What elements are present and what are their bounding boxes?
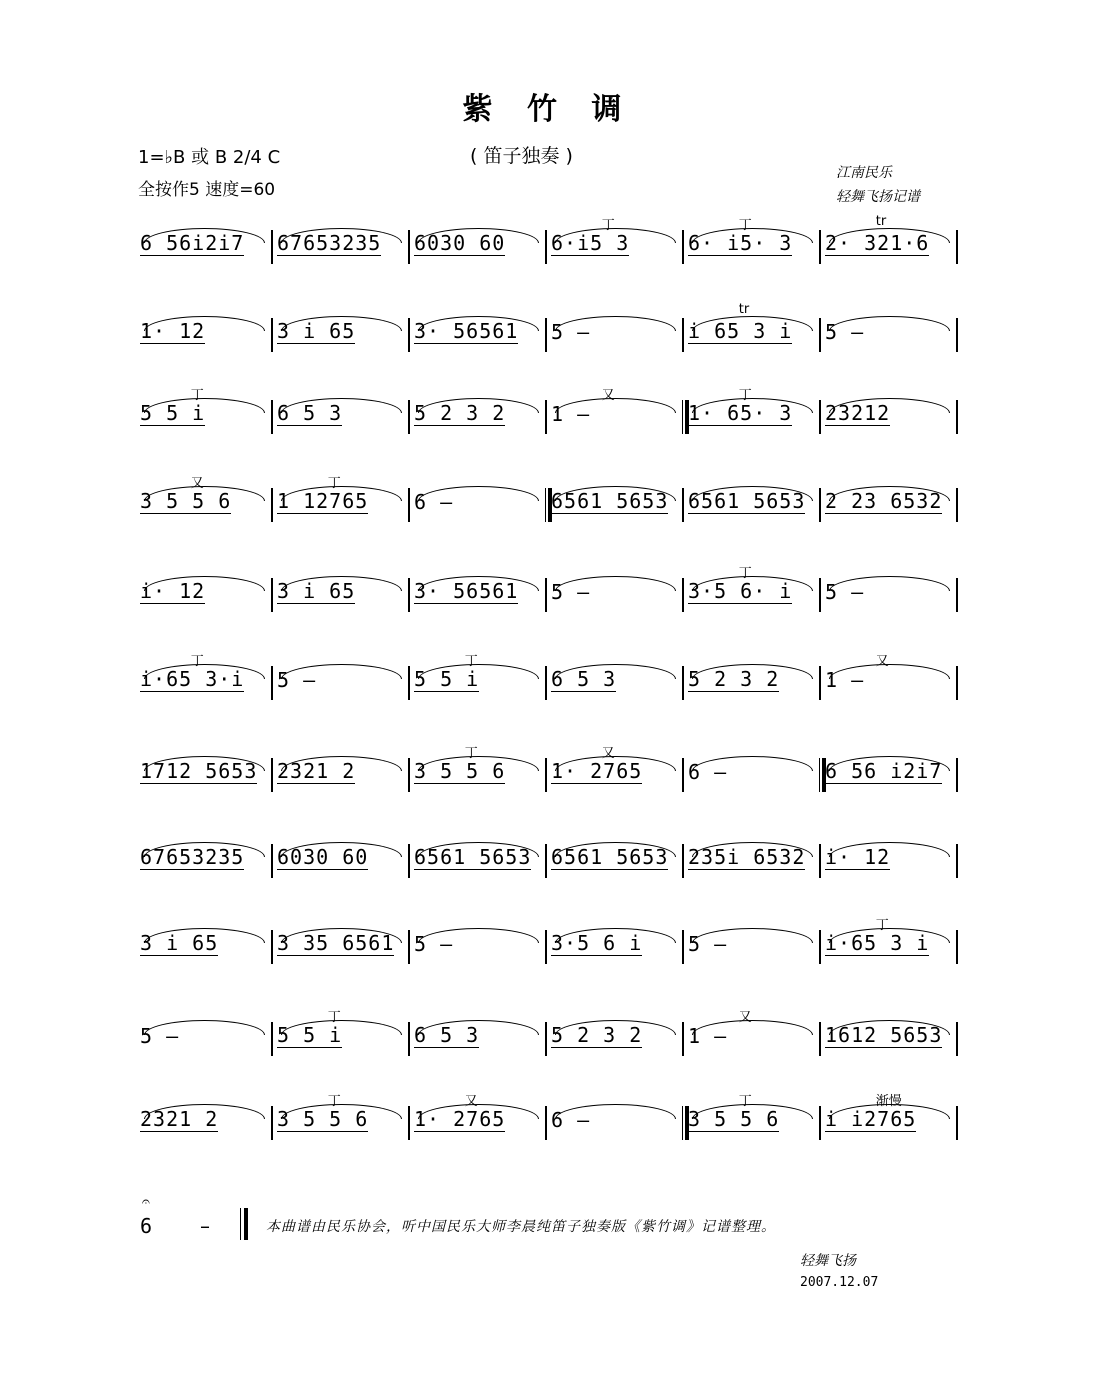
measure (684, 388, 821, 438)
measure (410, 1020, 547, 1060)
measure-notes: 1· 2765 (414, 1107, 506, 1131)
final-dash: – (200, 1214, 210, 1238)
measure (136, 842, 273, 882)
barline (956, 930, 958, 964)
measure (684, 218, 821, 268)
measure (410, 316, 547, 356)
fermata-icon: 𝄐 (142, 1194, 150, 1210)
measure-notes: 67653235 (277, 231, 382, 255)
measure (410, 228, 547, 268)
measure-notes: 6561 5653 (414, 845, 532, 869)
measure (821, 398, 958, 438)
measure-notes: 3 5 5 6 (277, 1107, 369, 1131)
measure-notes: 5 – (277, 668, 317, 692)
measure-notes: 6 5 3 (277, 401, 343, 425)
measure-notes: 3· 56561 (414, 579, 519, 603)
technique-mark: 丁 (738, 1094, 752, 1109)
measure-notes: 5 2 3 2 (551, 1023, 643, 1047)
measure (136, 654, 273, 704)
measure (273, 316, 410, 356)
measure (547, 576, 684, 616)
barline (956, 318, 958, 352)
measure-notes: 67653235 (140, 845, 245, 869)
measure (410, 746, 547, 796)
measure-notes: 6030 60 (277, 845, 369, 869)
origin-label: 江南民乐 (836, 165, 892, 181)
measure (410, 928, 547, 968)
measure (136, 576, 273, 616)
staff-line (136, 388, 958, 454)
measure-notes: 3 i 65 (140, 931, 219, 955)
technique-mark: 又 (601, 746, 615, 761)
measure (821, 654, 958, 704)
tempo-marking: 全按作5 速度=60 (138, 180, 276, 200)
measure (547, 388, 684, 438)
measure-notes: 2· 321·6 (825, 231, 930, 255)
measure (821, 316, 958, 356)
measure (273, 756, 410, 796)
measure-notes: 5 – (688, 932, 728, 956)
barline (956, 578, 958, 612)
measure (547, 842, 684, 882)
date: 2007.12.07 (800, 1275, 879, 1290)
measure-notes: 235i 6532 (688, 845, 806, 869)
technique-mark: 又 (601, 388, 615, 403)
final-barline (240, 1208, 248, 1240)
measure-notes: 3 i 65 (277, 319, 356, 343)
measure-notes: i·65 3 i (825, 931, 930, 955)
measure (547, 664, 684, 704)
measure-notes: 5 – (551, 320, 591, 344)
measure (273, 842, 410, 882)
technique-mark: 渐慢 (875, 1094, 902, 1109)
staff-line (136, 566, 958, 632)
measure (273, 1094, 410, 1144)
technique-mark: 丁 (738, 388, 752, 403)
technique-mark: 丁 (738, 566, 752, 581)
final-note: 6 (140, 1214, 153, 1238)
measure-notes: 6561 5653 (551, 489, 669, 513)
measure-notes: 6 56i2i7 (140, 231, 245, 255)
staff-line (136, 302, 958, 372)
measure-notes: 6030 60 (414, 231, 506, 255)
measure-notes: 1 – (825, 668, 865, 692)
technique-mark: 丁 (738, 218, 752, 233)
measure-notes: 6 56 i2i7 (825, 759, 943, 783)
measure-notes: 2321 2 (140, 1107, 219, 1131)
measure-notes: 6561 5653 (551, 845, 669, 869)
measure (410, 654, 547, 704)
measure (684, 302, 821, 356)
measure (684, 664, 821, 704)
technique-mark: 又 (875, 654, 889, 669)
staff-line (136, 654, 958, 720)
technique-mark: 丁 (464, 654, 478, 669)
measure (684, 756, 821, 796)
measure (547, 1104, 684, 1144)
measure (136, 388, 273, 438)
measure-notes: 5 – (414, 932, 454, 956)
measure-notes: 5 – (825, 320, 865, 344)
barline (956, 1022, 958, 1056)
measure (136, 928, 273, 968)
measure-notes: 3·5 6· i (688, 579, 793, 603)
barline (956, 1106, 958, 1140)
measure (547, 746, 684, 796)
measure-notes: 6 – (688, 760, 728, 784)
measure-notes: 5 5 i (277, 1023, 343, 1047)
staff-line (136, 1094, 958, 1160)
measure-notes: 1612 5653 (825, 1023, 943, 1047)
key-signature: 1=♭B 或 B 2/4 C (138, 147, 281, 168)
technique-mark: 丁 (875, 918, 889, 933)
measure (684, 1094, 821, 1144)
signature: 轻舞飞扬 (800, 1253, 856, 1269)
measure-notes: 5 5 i (414, 667, 480, 691)
measure-notes: 2321 2 (277, 759, 356, 783)
measure-notes: i·65 3·i (140, 667, 245, 691)
measure (821, 756, 958, 796)
measure (273, 664, 410, 704)
technique-mark: tr (875, 214, 887, 229)
measure-notes: 3 5 5 6 (688, 1107, 780, 1131)
measure-notes: 3· 56561 (414, 319, 519, 343)
staff-line (136, 1010, 958, 1076)
measure-notes: i i2765 (825, 1107, 917, 1131)
measure (684, 566, 821, 616)
measure-notes: 6 – (414, 490, 454, 514)
measure (821, 842, 958, 882)
measure-notes: 3·5 6 i (551, 931, 643, 955)
technique-mark: 丁 (327, 476, 341, 491)
measure (273, 228, 410, 268)
measure (547, 486, 684, 526)
barline (956, 400, 958, 434)
staff-line (136, 918, 958, 984)
measure (684, 842, 821, 882)
measure-notes: 5 – (825, 580, 865, 604)
measure-notes: 3 35 6561 (277, 931, 395, 955)
measure-notes: 1 – (551, 402, 591, 426)
measure-notes: 5 2 3 2 (688, 667, 780, 691)
measure (410, 576, 547, 616)
measure (821, 214, 958, 268)
measure-notes: i· 12 (825, 845, 891, 869)
measure (273, 576, 410, 616)
measure (273, 928, 410, 968)
measure (547, 928, 684, 968)
measure-notes: 1· 65· 3 (688, 401, 793, 425)
measure-notes: 5 – (551, 580, 591, 604)
measure (821, 1094, 958, 1144)
measure-notes: 5 2 3 2 (414, 401, 506, 425)
measure (273, 476, 410, 526)
measure-notes: 6 5 3 (414, 1023, 480, 1047)
technique-mark: 丁 (327, 1010, 341, 1025)
measure (136, 228, 273, 268)
measure-notes: 1· 2765 (551, 759, 643, 783)
footer-note: 本曲谱由民乐协会，听中国民乐大师李晨纯笛子独奏版《紫竹调》记谱整理。 (266, 1219, 776, 1235)
technique-mark: 丁 (601, 218, 615, 233)
barline (956, 666, 958, 700)
technique-mark: 又 (464, 1094, 478, 1109)
measure-notes: 5 – (140, 1024, 180, 1048)
technique-mark: 丁 (464, 746, 478, 761)
measure-notes: i· 12 (140, 579, 206, 603)
measure (684, 1010, 821, 1060)
page-title: 紫 竹 调 (462, 92, 634, 127)
barline (956, 758, 958, 792)
measure (821, 918, 958, 968)
measure-notes: 3 5 5 6 (414, 759, 506, 783)
measure (136, 756, 273, 796)
measure (821, 576, 958, 616)
measure (547, 316, 684, 356)
measure-notes: 6· i5· 3 (688, 231, 793, 255)
staff-line (136, 746, 958, 812)
barline (956, 488, 958, 522)
measure (821, 486, 958, 526)
measure (273, 1010, 410, 1060)
measure (136, 316, 273, 356)
measure-notes: 1712 5653 (140, 759, 258, 783)
measure-notes: 6 5 3 (551, 667, 617, 691)
transcriber-label: 轻舞飞扬记谱 (836, 189, 920, 205)
measure (684, 486, 821, 526)
measure-notes: 1 – (688, 1024, 728, 1048)
measure (136, 476, 273, 526)
measure (410, 1094, 547, 1144)
measure (821, 1020, 958, 1060)
staff-line (136, 214, 958, 284)
staff-line (136, 842, 958, 898)
technique-mark: 又 (738, 1010, 752, 1025)
measure-notes: 3 i 65 (277, 579, 356, 603)
staff-line (136, 476, 958, 542)
measure (547, 1020, 684, 1060)
measure-notes: 1· 12 (140, 319, 206, 343)
measure (273, 398, 410, 438)
technique-mark: 丁 (327, 1094, 341, 1109)
measure-notes: 1 12765 (277, 489, 369, 513)
measure-notes: 3 5 5 6 (140, 489, 232, 513)
measure-notes: 5 5 i (140, 401, 206, 425)
measure (547, 218, 684, 268)
measure (410, 398, 547, 438)
measure-notes: 23212 (825, 401, 891, 425)
barline (956, 230, 958, 264)
measure (136, 1020, 273, 1060)
technique-mark: tr (738, 302, 750, 317)
technique-mark: 丁 (190, 654, 204, 669)
barline (956, 844, 958, 878)
subtitle: ( 笛子独奏 ) (470, 145, 573, 167)
measure-notes: 6561 5653 (688, 489, 806, 513)
measure-notes: i 65 3 i (688, 319, 793, 343)
measure (410, 842, 547, 882)
measure (410, 486, 547, 526)
technique-mark: 丁 (190, 388, 204, 403)
measure (684, 928, 821, 968)
measure-notes: 2 23 6532 (825, 489, 943, 513)
measure-notes: 6 – (551, 1108, 591, 1132)
technique-mark: 又 (190, 476, 204, 491)
measure (136, 1104, 273, 1144)
measure-notes: 6·i5 3 (551, 231, 630, 255)
